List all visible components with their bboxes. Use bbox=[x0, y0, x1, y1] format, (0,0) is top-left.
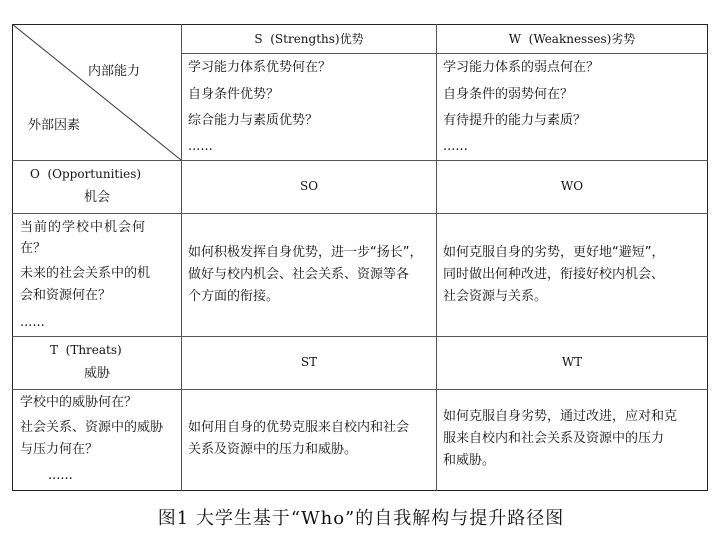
weaknesses-item: 有待提升的能力与素质？ bbox=[443, 113, 587, 128]
opportunities-item: 当前的学校中机会何 bbox=[20, 220, 147, 235]
st-strategy-line: 关系及资源中的压力和威胁。 bbox=[188, 442, 358, 457]
strengths-item: ...... bbox=[188, 139, 213, 154]
weaknesses-item: 学习能力体系的弱点何在？ bbox=[443, 60, 600, 75]
st-strategy-line: 如何用自身的优势克服来自校内和社会 bbox=[188, 420, 410, 435]
wt-label: WT bbox=[561, 355, 583, 369]
threats-title-en: T (Threats) bbox=[50, 343, 122, 357]
opportunities-item: ...... bbox=[20, 315, 45, 330]
weaknesses-item: 自身条件的弱势何在？ bbox=[443, 87, 574, 102]
header-subdivider-s bbox=[181, 53, 436, 54]
row-divider-4 bbox=[12, 389, 708, 390]
opportunities-title-cn: 机会 bbox=[83, 190, 110, 205]
wt-strategy-line: 如何克服自身劣势，通过改进，应对和克 bbox=[443, 409, 678, 424]
figure-caption: 图1 大学生基于“Who”的自我解构与提升路径图 bbox=[157, 508, 565, 529]
threats-item: 学校中的威胁何在？ bbox=[20, 395, 138, 410]
so-strategy-line: 如何积极发挥自身优势，进一步“扬长”， bbox=[188, 245, 423, 260]
strengths-title: S (Strengths)优势 bbox=[254, 32, 364, 46]
strengths-item: 自身条件优势？ bbox=[188, 87, 280, 102]
opportunities-item: 未来的社会关系中的机 bbox=[20, 266, 151, 281]
threats-item: 与压力何在？ bbox=[20, 442, 99, 457]
wo-strategy-line: 如何克服自身的劣势，更好地“避短”， bbox=[443, 245, 665, 260]
row-divider-2 bbox=[12, 213, 708, 214]
threats-title-cn: 威胁 bbox=[83, 366, 110, 381]
col-divider-2 bbox=[436, 24, 437, 491]
wo-label: WO bbox=[560, 179, 584, 193]
weaknesses-title: W (Weaknesses)劣势 bbox=[508, 32, 636, 46]
weaknesses-item: ...... bbox=[443, 139, 468, 154]
wt-strategy-line: 和威胁。 bbox=[443, 453, 496, 468]
strengths-item: 综合能力与素质优势？ bbox=[188, 113, 319, 128]
opportunities-item: 在？ bbox=[20, 241, 47, 256]
so-strategy-line: 做好与校内机会、社会关系、资源等各 bbox=[188, 267, 410, 282]
st-label: ST bbox=[300, 355, 318, 369]
wt-strategy-line: 服来自校内和社会关系及资源中的压力 bbox=[443, 431, 665, 446]
wo-strategy-line: 同时做出何种改进，衔接好校内机会、 bbox=[443, 267, 665, 282]
opportunities-item: 会和资源何在？ bbox=[20, 288, 112, 303]
corner-diagonal-line bbox=[12, 24, 182, 161]
threats-item: 社会关系、资源中的威胁 bbox=[20, 420, 164, 435]
row-divider-3 bbox=[12, 336, 708, 337]
strengths-item: 学习能力体系优势何在？ bbox=[188, 60, 332, 75]
threats-item: ...... bbox=[48, 468, 73, 483]
so-strategy-line: 个方面的衔接。 bbox=[188, 289, 280, 304]
header-subdivider-w bbox=[436, 53, 708, 54]
wo-strategy-line: 社会资源与关系。 bbox=[443, 289, 548, 304]
corner-label-internal: 内部能力 bbox=[88, 64, 141, 79]
corner-label-external: 外部因素 bbox=[28, 118, 81, 133]
opportunities-title-en: O (Opportunities) bbox=[30, 167, 142, 181]
so-label: SO bbox=[299, 179, 319, 193]
